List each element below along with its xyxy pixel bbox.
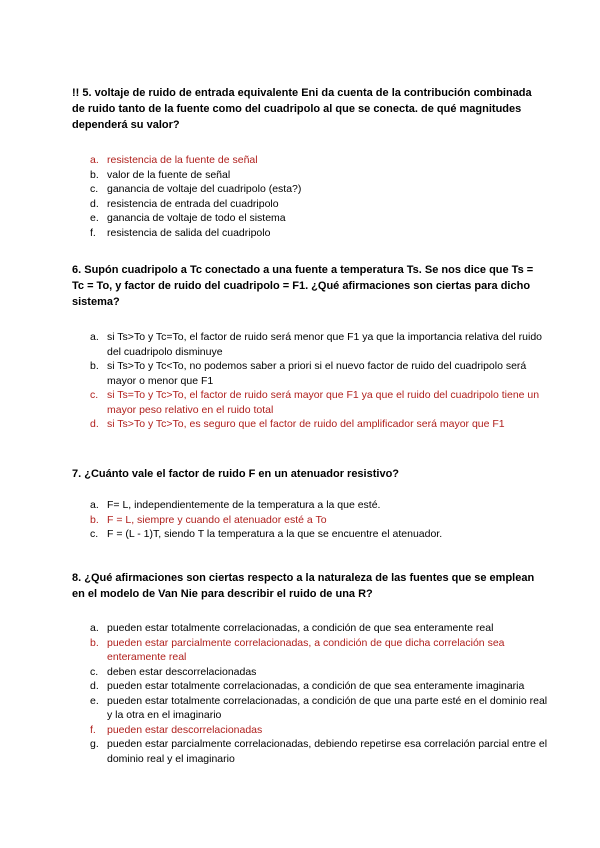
option-text: ganancia de voltaje del cuadripolo (esta?) (107, 183, 302, 195)
option-text: F = L, siempre y cuando el atenuador esté a To (107, 513, 327, 526)
option-text: pueden estar parcialmente correlacionadas, debiendo repetirse esa correlación parcial entre el dominio real y el imaginario (107, 738, 548, 765)
option-letter: e. (90, 694, 99, 707)
question-text: 6. Supón cuadripolo a Tc conectado a una fuente a temperatura Ts. Se nos dice que Ts = Tc = To, y factor de ruido del cuadripolo = F1. ¿Qué afirmaciones son ciertas para dicho sistema? (72, 264, 534, 308)
option-a (72, 498, 552, 513)
question-5 (72, 85, 536, 240)
option-letter: a. (90, 499, 99, 511)
option-letter: d. (90, 418, 99, 430)
option-c (72, 388, 552, 417)
option-text: deben estar descorrelacionadas (107, 665, 257, 678)
option-c (72, 665, 552, 680)
option-c (72, 182, 552, 197)
option-a (72, 621, 552, 636)
option-text: si Ts>To y Tc<To, no podemos saber a priori si el nuevo factor de ruido del cuadripolo será mayor o menor que F1 (107, 360, 527, 387)
option-d (72, 417, 552, 432)
option-text: resistencia de la fuente de señal (107, 154, 258, 166)
option-e (72, 211, 552, 226)
option-letter: b. (90, 513, 99, 526)
option-letter: c. (90, 665, 99, 678)
option-letter: a. (90, 331, 99, 343)
option-f (72, 723, 552, 738)
option-letter: b. (90, 360, 99, 372)
option-f (72, 226, 552, 241)
option-text: si Ts>To y Tc=To, el factor de ruido será menor que F1 ya que la importancia relativa del ruido del cuadripolo disminuye (107, 331, 543, 358)
option-d (72, 197, 552, 212)
question-7 (72, 466, 536, 542)
option-letter: d. (90, 197, 99, 210)
option-text: pueden estar parcialmente correlacionadas, a condición de que dicha correlación sea enteramente real (107, 636, 505, 663)
option-letter: a. (90, 154, 99, 166)
option-text: resistencia de salida del cuadripolo (107, 226, 271, 239)
option-d (72, 679, 552, 694)
option-b (72, 168, 552, 183)
option-text: pueden estar totalmente correlacionadas, a condición de que sea enteramente real (107, 622, 494, 634)
option-b (72, 359, 552, 388)
option-c (72, 527, 552, 542)
option-text: pueden estar totalmente correlacionadas, a condición de que una parte esté en el dominio real y la otra en el imaginario (107, 694, 548, 721)
options-list (72, 498, 536, 542)
option-text: F= L, independientemente de la temperatura a la que esté. (107, 499, 381, 511)
option-letter: b. (90, 636, 99, 649)
option-text: si Ts>To y Tc>To, es seguro que el factor de ruido del amplificador será mayor que F1 (107, 418, 505, 430)
option-text: ganancia de voltaje de todo el sistema (107, 212, 286, 224)
options-list (72, 621, 548, 766)
option-b (72, 513, 552, 528)
question-text: 7. ¿Cuánto vale el factor de ruido F en un atenuador resistivo? (72, 468, 400, 480)
option-g (72, 737, 552, 766)
option-letter: f. (90, 226, 96, 239)
option-text: valor de la fuente de señal (107, 168, 231, 181)
option-letter: a. (90, 622, 99, 634)
option-text: si Ts=To y Tc>To, el factor de ruido será mayor que F1 ya que el ruido del cuadripolo tiene un mayor peso relativo en el ruido total (107, 389, 540, 416)
option-letter: c. (90, 183, 99, 195)
option-b (72, 636, 552, 665)
question-text: 8. ¿Qué afirmaciones son ciertas respecto a la naturaleza de las fuentes que se emplean en el modelo de Van Nie para describir el ruido de una R? (72, 572, 535, 600)
options-list (72, 330, 543, 432)
question-6 (72, 262, 543, 432)
options-list (72, 153, 536, 240)
option-letter: d. (90, 680, 99, 692)
option-letter: c. (90, 389, 99, 401)
option-letter: b. (90, 168, 99, 181)
option-letter: f. (90, 723, 96, 736)
option-letter: e. (90, 212, 99, 224)
option-letter: c. (90, 528, 99, 540)
option-text: resistencia de entrada del cuadripolo (107, 197, 279, 210)
option-text: F = (L - 1)T, siendo T la temperatura a la que se encuentre el atenuador. (107, 528, 443, 540)
option-text: pueden estar totalmente correlacionadas, a condición de que sea enteramente imaginaria (107, 680, 525, 692)
option-a (72, 330, 552, 359)
question-8 (72, 570, 548, 766)
option-a (72, 153, 552, 168)
option-letter: g. (90, 738, 99, 750)
option-e (72, 694, 552, 723)
question-text: !! 5. voltaje de ruido de entrada equivalente Eni da cuenta de la contribución combinada de ruido tanto de la fuente como del cuadripolo al que se conecta. de qué magnitudes dependerá su valor? (72, 87, 532, 131)
option-text: pueden estar descorrelacionadas (107, 723, 263, 736)
